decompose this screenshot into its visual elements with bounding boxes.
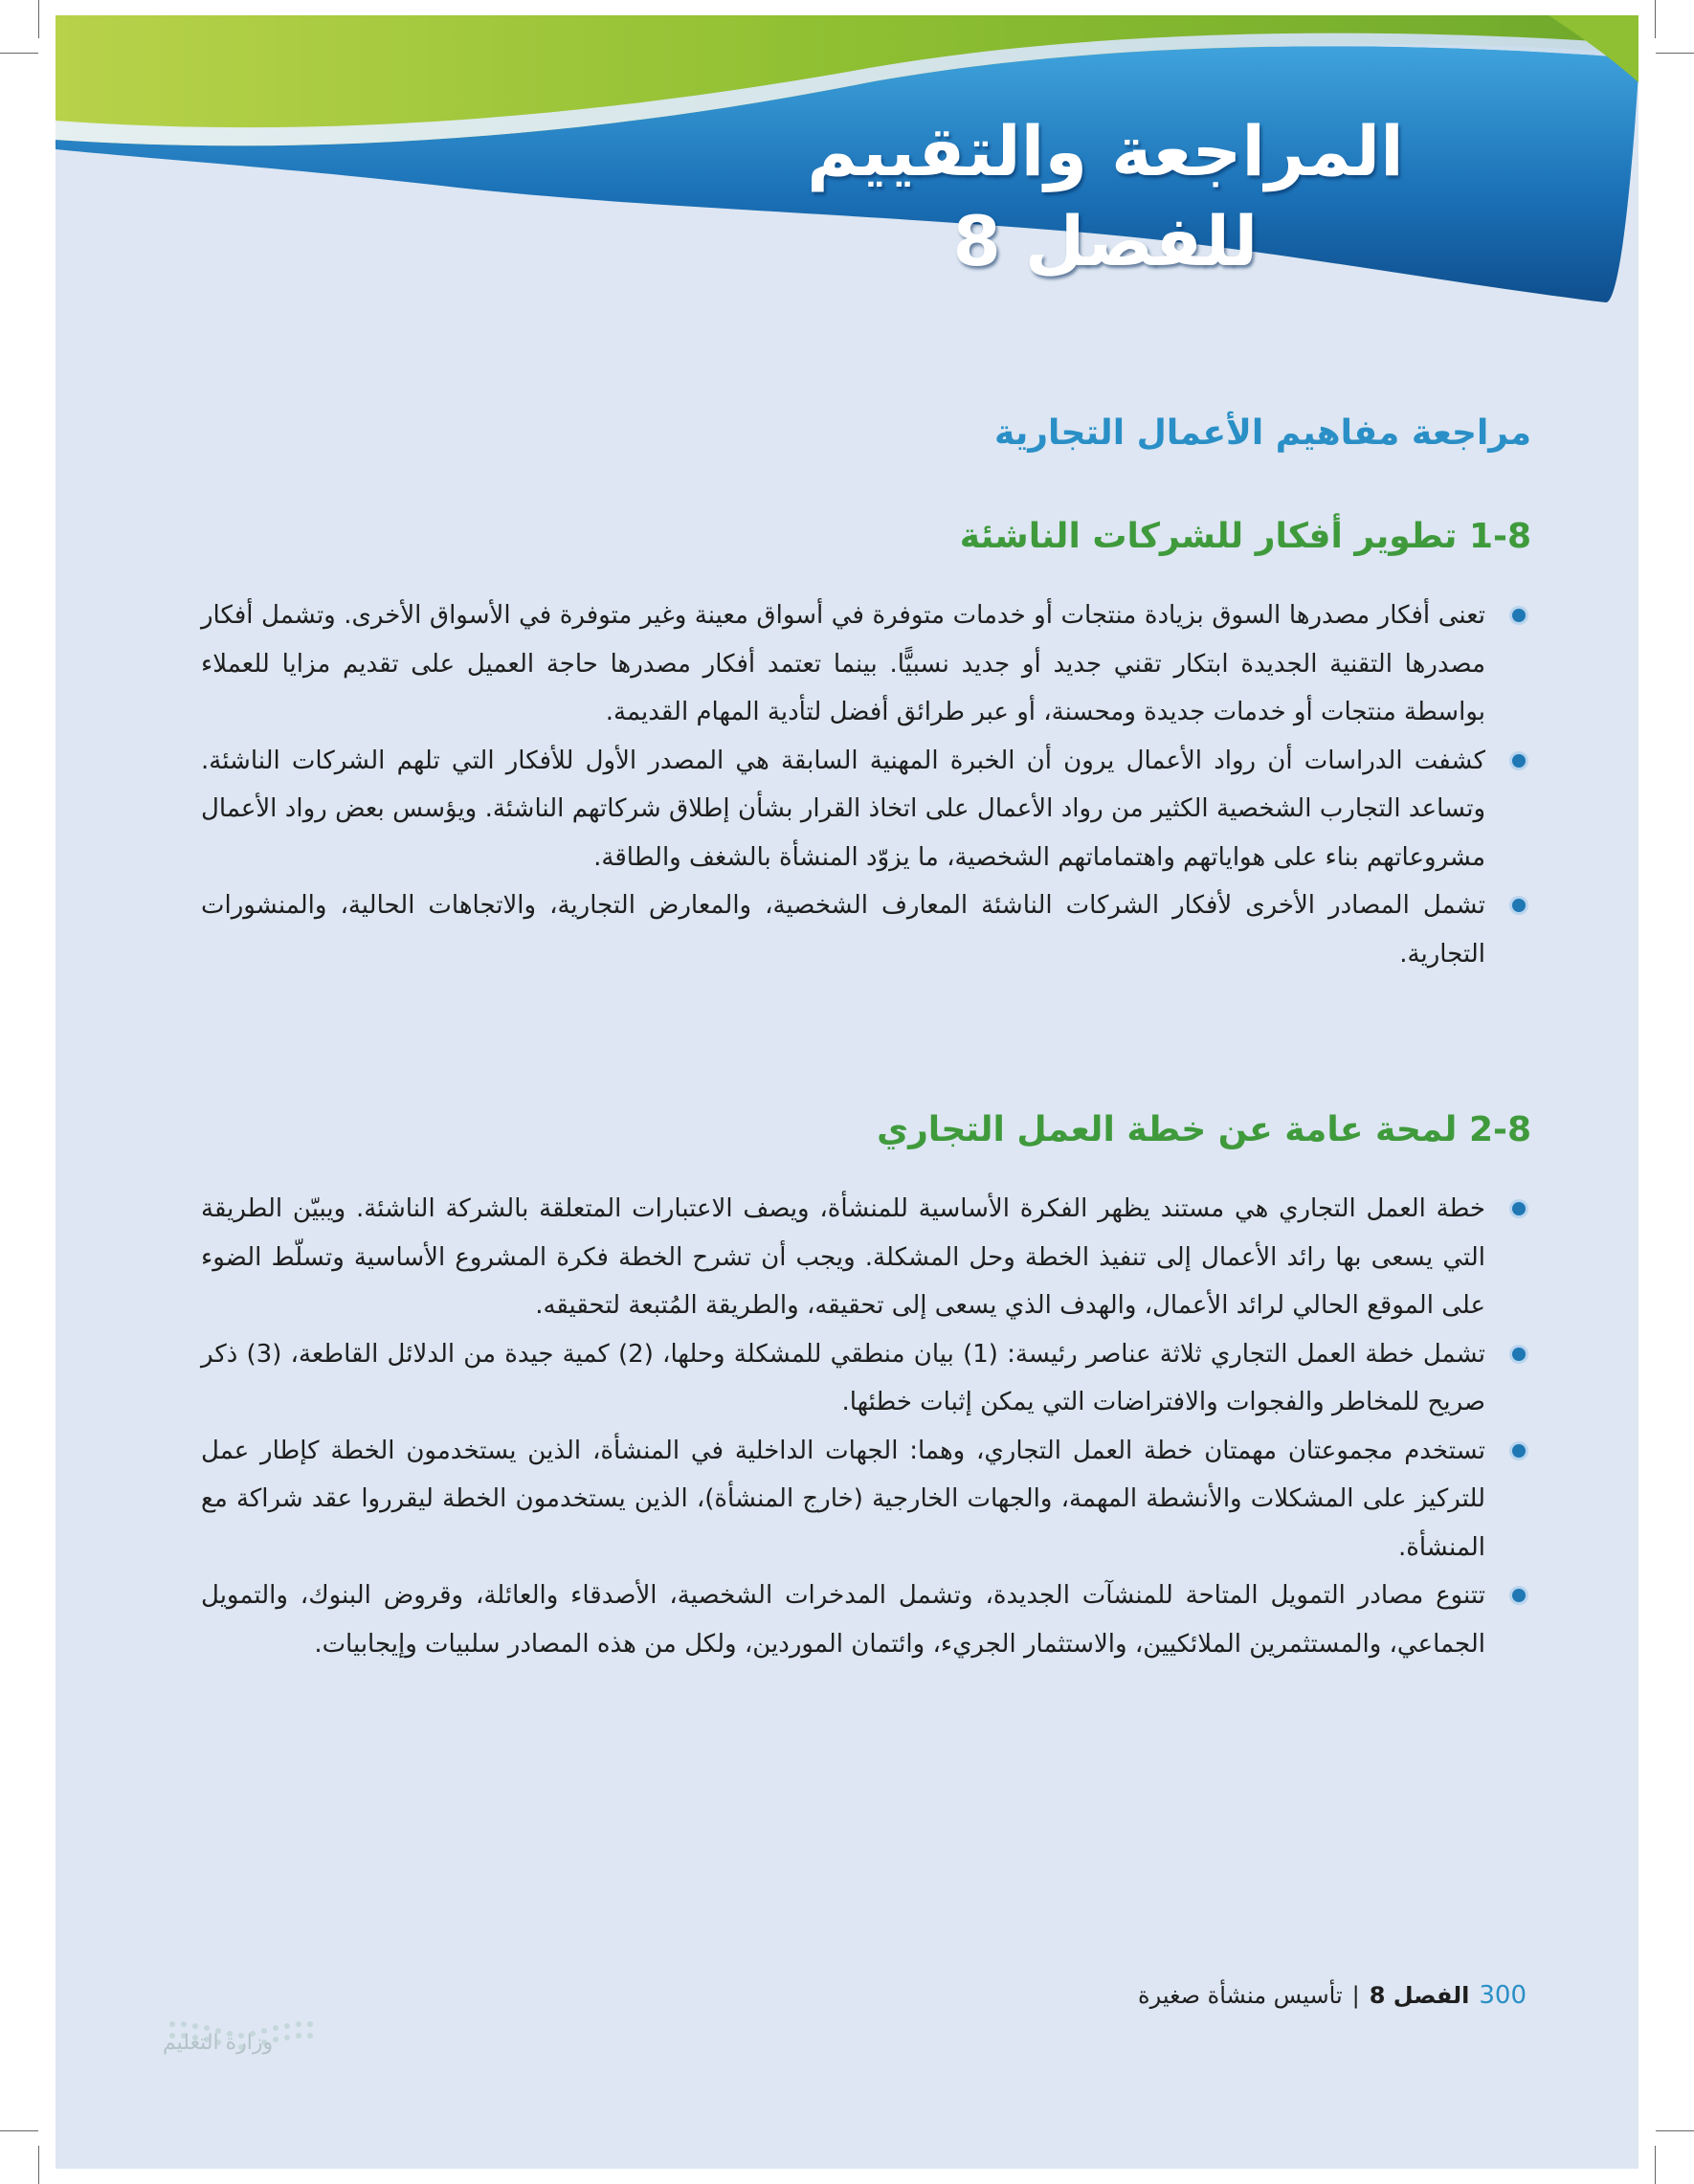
crop-mark xyxy=(1655,2146,1656,2184)
crop-mark xyxy=(0,53,38,54)
bullet-text: تستخدم مجموعتان مهمتان خطة العمل التجاري، وهما: الجهات الداخلية في المنشأة، الذين يستخدمون الخطة كإطار عمل للتركيز على المشكلات والأنشطة المهمة، والجهات الخارجية (خارج المنشأة)، الذين يستخدمون الخطة ليقرروا عقد شراكة مع المنشأة. xyxy=(201,1436,1485,1562)
bullet-icon xyxy=(1512,1348,1526,1361)
book-title: تأسيس منشأة صغيرة xyxy=(1138,1982,1343,2009)
crop-mark xyxy=(38,2146,39,2184)
bullet-text: كشفت الدراسات أن رواد الأعمال يرون أن الخبرة المهنية السابقة هي المصدر الأول للأفكار التي تلهم الشركات الناشئة. وتساعد التجارب الشخصية الكثير من رواد الأعمال على اتخاذ القرار بشأن إطلاق شركاتهم الناشئة. ويؤسس بعض رواد الأعمال مشروعاتهم بناء على هواياتهم واهتماماتهم الشخصية، ما يزوّد المنشأة بالشغف والطاقة. xyxy=(201,746,1485,872)
list-item xyxy=(201,591,1531,737)
page-footer xyxy=(1138,1981,1527,2010)
title-line-1: المراجعة والتقييم xyxy=(807,111,1404,191)
bullet-list xyxy=(201,1185,1531,1668)
bullet-icon xyxy=(1512,1444,1526,1458)
list-item xyxy=(201,1185,1531,1330)
bullet-icon xyxy=(1512,609,1526,622)
bullet-icon xyxy=(1512,899,1526,912)
bullet-icon xyxy=(1512,754,1526,768)
chapter-review-title xyxy=(675,105,1536,285)
title-line-2: للفصل 8 xyxy=(952,201,1259,281)
bullet-text: تعنى أفكار مصدرها السوق بزيادة منتجات أو خدمات متوفرة في أسواق معينة وغير متوفرة في الأسواق الأخرى. وتشمل أفكار مصدرها التقنية الجديدة ابتكار تقني جديد أو جديد نسبيًّا. بينما تعتمد أفكار مصدرها حاجة العميل على تقديم مزايا للعملاء بواسطة منتجات أو خدمات جديدة ومحسنة، أو عبر طرائق أفضل لتأدية المهام القديمة. xyxy=(201,601,1485,726)
crop-mark xyxy=(1655,0,1656,38)
bullet-icon xyxy=(1512,1589,1526,1602)
chapter-label: الفصل 8 xyxy=(1369,1982,1470,2009)
crop-mark xyxy=(1656,2130,1694,2131)
section-heading: 1-8 تطوير أفكار للشركات الناشئة xyxy=(959,517,1531,556)
list-item xyxy=(201,737,1531,882)
page-number: 300 xyxy=(1479,1981,1527,2010)
list-item xyxy=(201,1427,1531,1572)
bullet-text: تشمل خطة العمل التجاري ثلاثة عناصر رئيسة: (1) بيان منطقي للمشكلة وحلها، (2) كمية جيدة من الدلائل القاطعة، (3) ذكر صريح للمخاطر والفجوات والافتراضات التي يمكن إثبات خطئها. xyxy=(201,1339,1486,1416)
ministry-logo-text: وزارة التعليم xyxy=(163,2031,274,2055)
list-item xyxy=(201,881,1531,978)
list-item xyxy=(201,1330,1531,1427)
crop-mark xyxy=(0,2130,38,2131)
bullet-text: تتنوع مصادر التمويل المتاحة للمنشآت الجديدة، وتشمل المدخرات الشخصية، الأصدقاء والعائلة، وقروض البنوك، والتمويل الجماعي، والمستثمرين الملائكيين، والاستثمار الجريء، وائتمان الموردين، ولكل من هذه المصادر سلبيات وإيجابيات. xyxy=(201,1581,1485,1659)
bullet-text: تشمل المصادر الأخرى لأفكار الشركات الناشئة المعارف الشخصية، والمعارض التجارية، والاتجاهات الحالية، والمنشورات التجارية. xyxy=(201,891,1485,969)
bullet-list xyxy=(201,591,1531,978)
list-item xyxy=(201,1571,1531,1668)
crop-mark xyxy=(1656,53,1694,54)
main-heading: مراجعة مفاهيم الأعمال التجارية xyxy=(993,413,1531,453)
section-heading: 2-8 لمحة عامة عن خطة العمل التجاري xyxy=(877,1110,1531,1149)
footer-separator: | xyxy=(1351,1982,1360,2009)
crop-mark xyxy=(38,0,39,38)
page-background xyxy=(56,15,1638,2169)
bullet-icon xyxy=(1512,1202,1526,1215)
bullet-text: خطة العمل التجاري هي مستند يظهر الفكرة الأساسية للمنشأة، ويصف الاعتبارات المتعلقة بالشركة الناشئة. ويبيّن الطريقة التي يسعى بها رائد الأعمال إلى تنفيذ الخطة وحل المشكلة. ويجب أن تشرح الخطة فكرة المشروع الأساسية وتسلّط الضوء على الموقع الحالي لرائد الأعمال، والهدف الذي يسعى إلى تحقيقه، والطريقة المُتبعة لتحقيقه. xyxy=(201,1194,1485,1320)
